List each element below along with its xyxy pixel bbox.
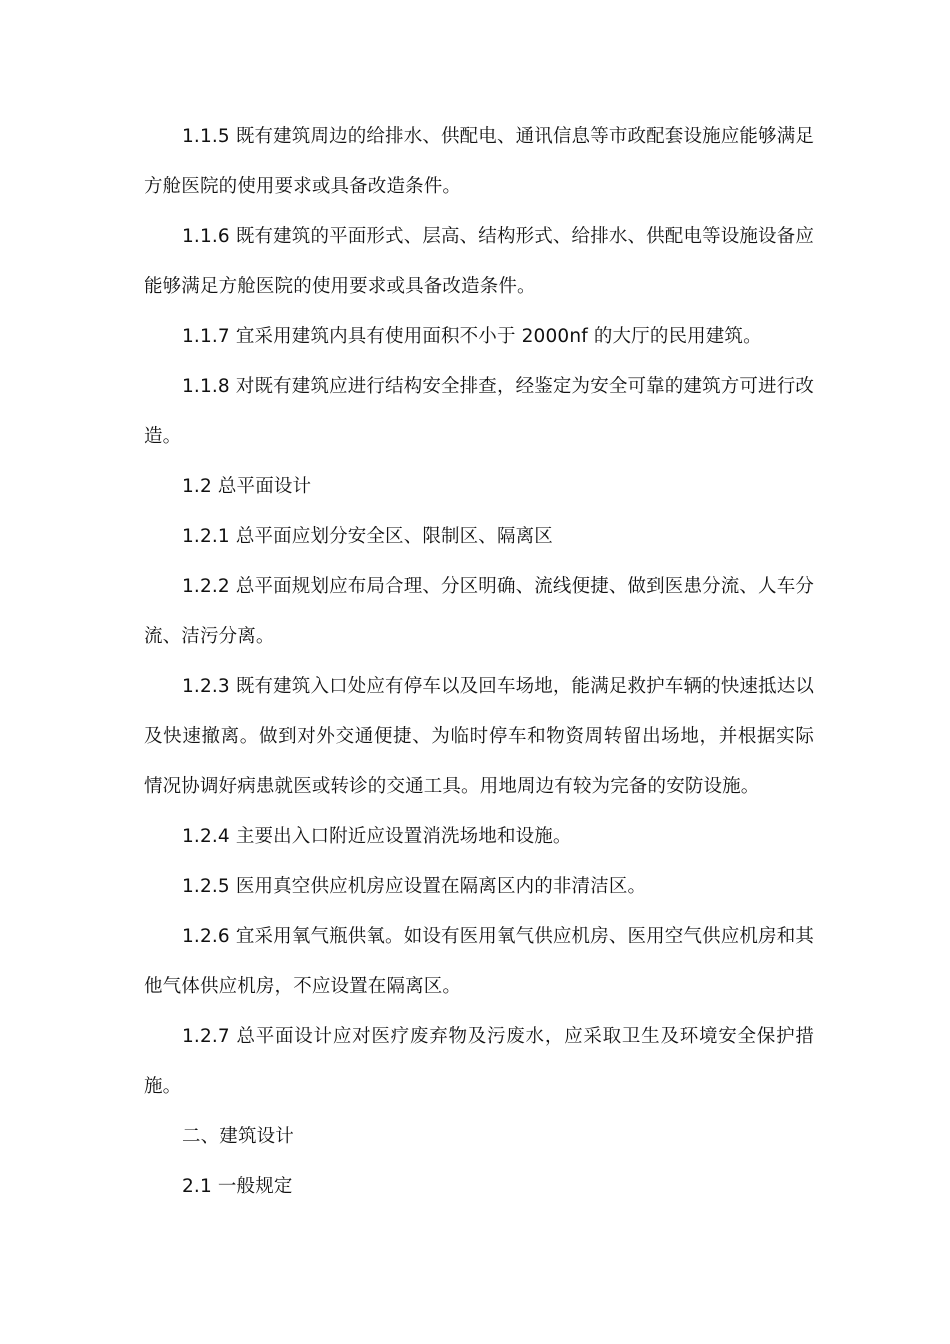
paragraph-1-2-6: 1.2.6 宜采用氧气瓶供氧。如设有医用氧气供应机房、医用空气供应机房和其他气体供应机房，不应设置在隔离区。 (144, 926, 815, 997)
paragraph-1-1-7: 1.1.7 宜采用建筑内具有使用面积不小于 2000nf 的大厅的民用建筑。 (182, 326, 762, 347)
paragraph-1-2-4: 1.2.4 主要出入口附近应设置消洗场地和设施。 (182, 826, 572, 847)
paragraph-1-2-2: 1.2.2 总平面规划应布局合理、分区明确、流线便捷、做到医患分流、人车分流、洁污分离。 (144, 576, 815, 647)
paragraph-1-2-3: 1.2.3 既有建筑入口处应有停车以及回车场地，能满足救护车辆的快速抵达以及快速撤离。做到对外交通便捷、为临时停车和物资周转留出场地，并根据实际情况协调好病患就医或转诊的交通工具。用地周边有较为完备的安防设施。 (144, 676, 815, 797)
paragraph-1-2-7: 1.2.7 总平面设计应对医疗废弃物及污废水，应采取卫生及环境安全保护措施。 (144, 1026, 814, 1097)
paragraph-1-2-1: 1.2.1 总平面应划分安全区、限制区、隔离区 (182, 526, 553, 547)
paragraph-1-1-8: 1.1.8 对既有建筑应进行结构安全排查，经鉴定为安全可靠的建筑方可进行改造。 (144, 376, 815, 447)
chapter-heading-2: 二、建筑设计 (182, 1126, 294, 1147)
paragraph-1-1-6: 1.1.6 既有建筑的平面形式、层高、结构形式、给排水、供配电等设施设备应能够满足方舱医院的使用要求或具备改造条件。 (144, 226, 815, 297)
section-heading-2-1: 2.1 一般规定 (182, 1176, 293, 1197)
paragraph-1-2-5: 1.2.5 医用真空供应机房应设置在隔离区内的非清洁区。 (182, 876, 647, 897)
section-heading-1-2: 1.2 总平面设计 (182, 476, 312, 497)
paragraph-1-1-5: 1.1.5 既有建筑周边的给排水、供配电、通讯信息等市政配套设施应能够满足方舱医院的使用要求或具备改造条件。 (144, 126, 815, 197)
document-body (144, 112, 814, 1212)
